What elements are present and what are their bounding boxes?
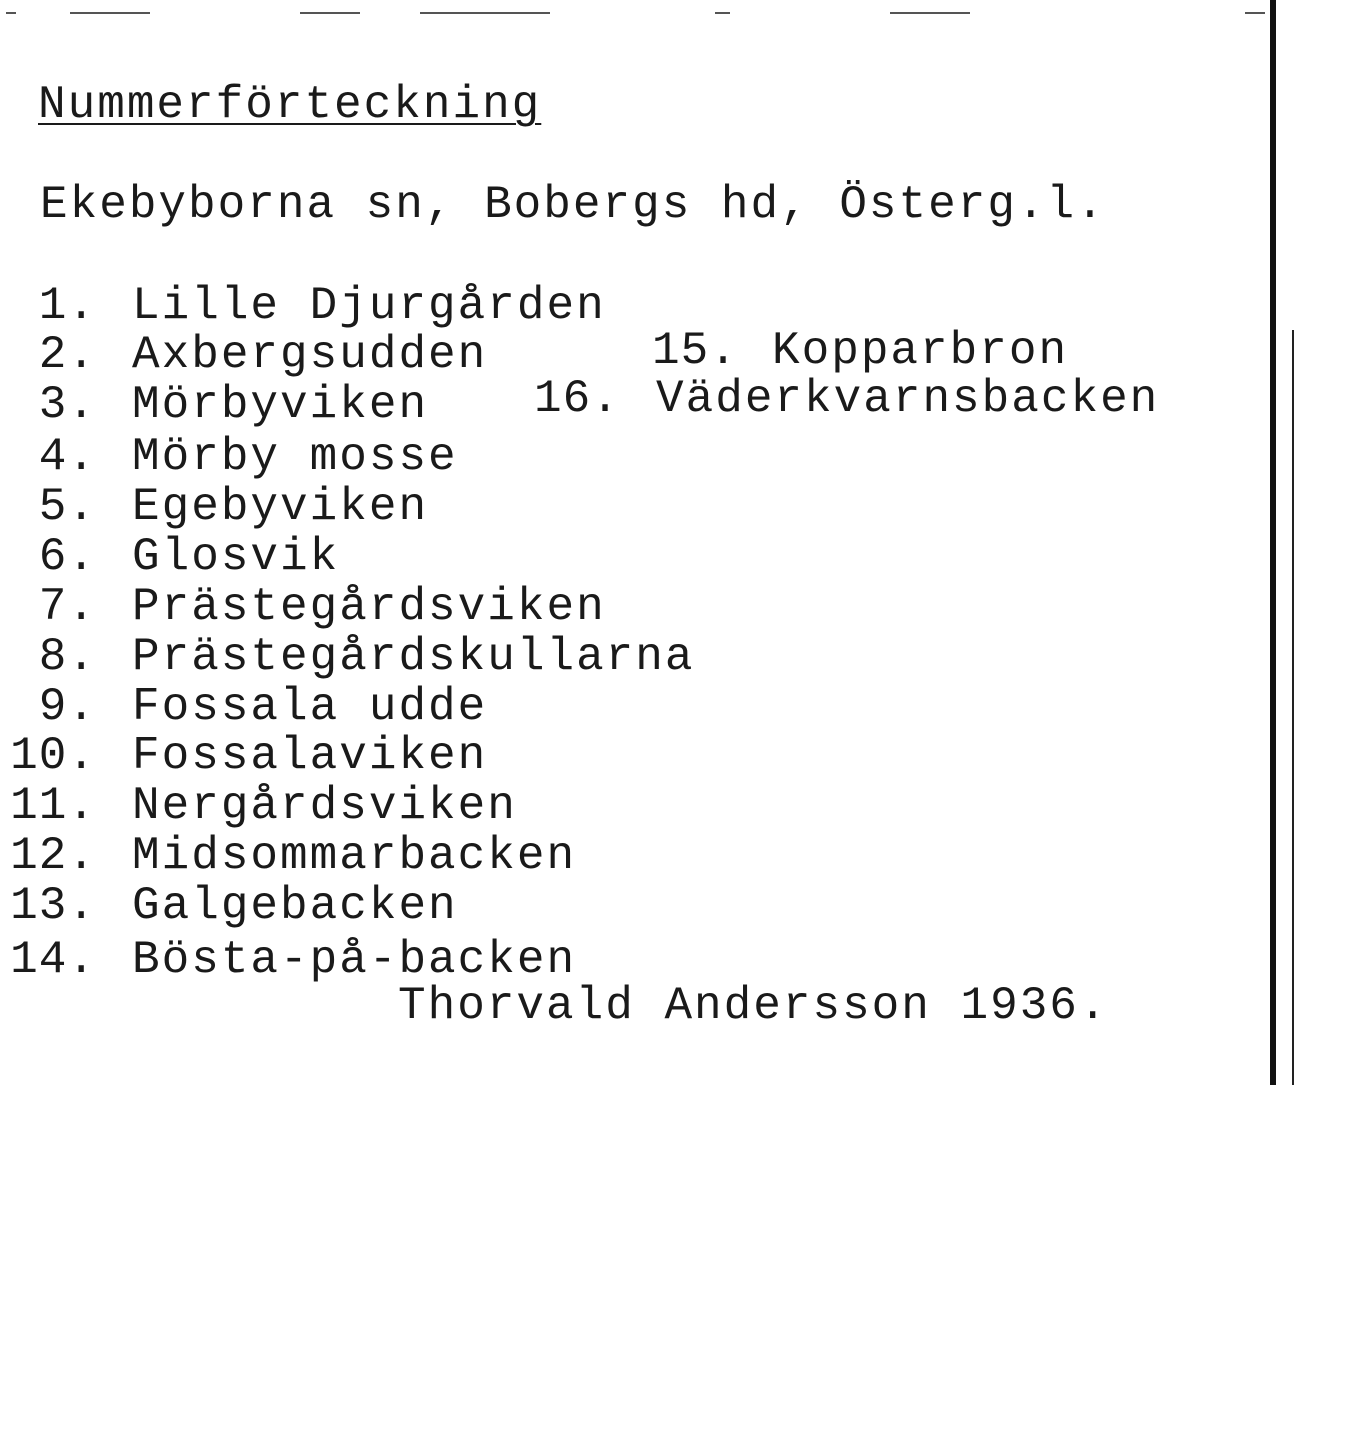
- entry-number: 14.: [10, 934, 96, 986]
- entry-number: 12.: [10, 830, 96, 882]
- entry-number: 8.: [38, 631, 96, 683]
- entry-name: Prästegårdskullarna: [132, 631, 695, 683]
- entry-number: 10.: [10, 730, 96, 782]
- entry-name: Egebyviken: [132, 481, 429, 533]
- entry-name: Fossalaviken: [132, 730, 488, 782]
- entry-number: 7.: [38, 581, 96, 633]
- entry-number: 2.: [38, 329, 96, 381]
- right-margin-rule: [1270, 0, 1276, 1085]
- entry-name: Mörby mosse: [132, 431, 458, 483]
- entry-name: Prästegårdsviken: [132, 581, 606, 633]
- document-title: Nummerförteckning: [38, 79, 542, 131]
- entry-number: 15.: [652, 325, 738, 377]
- entry-name: Nergårdsviken: [132, 780, 517, 832]
- author-signature: Thorvald Andersson 1936.: [398, 980, 1109, 1032]
- entry-number: 13.: [10, 880, 96, 932]
- entry-number: 3.: [38, 379, 96, 431]
- entry-number: 6.: [38, 531, 96, 583]
- entry-name: Lille Djurgården: [132, 280, 606, 332]
- entry-name: Fossala udde: [132, 681, 488, 733]
- entry-number: 4.: [38, 431, 96, 483]
- entry-name: Kopparbron: [772, 325, 1069, 377]
- document-subtitle: Ekebyborna sn, Bobergs hd, Österg.l.: [40, 179, 1106, 231]
- entry-name: Mörbyviken: [132, 379, 429, 431]
- entry-name: Väderkvarnsbacken: [656, 373, 1160, 425]
- entry-name: Galgebacken: [132, 880, 458, 932]
- entry-number: 16.: [534, 373, 620, 425]
- right-margin-rule-secondary: [1292, 330, 1294, 1085]
- entry-number: 1.: [38, 280, 96, 332]
- scan-artifacts: [0, 6, 1346, 18]
- entry-number: 5.: [38, 481, 96, 533]
- entry-name: Glosvik: [132, 531, 340, 583]
- entry-name: Midsommarbacken: [132, 830, 577, 882]
- entry-name: Bösta-på-backen: [132, 934, 577, 986]
- entry-number: 11.: [10, 780, 96, 832]
- entry-name: Axbergsudden: [132, 329, 488, 381]
- entry-number: 9.: [38, 681, 96, 733]
